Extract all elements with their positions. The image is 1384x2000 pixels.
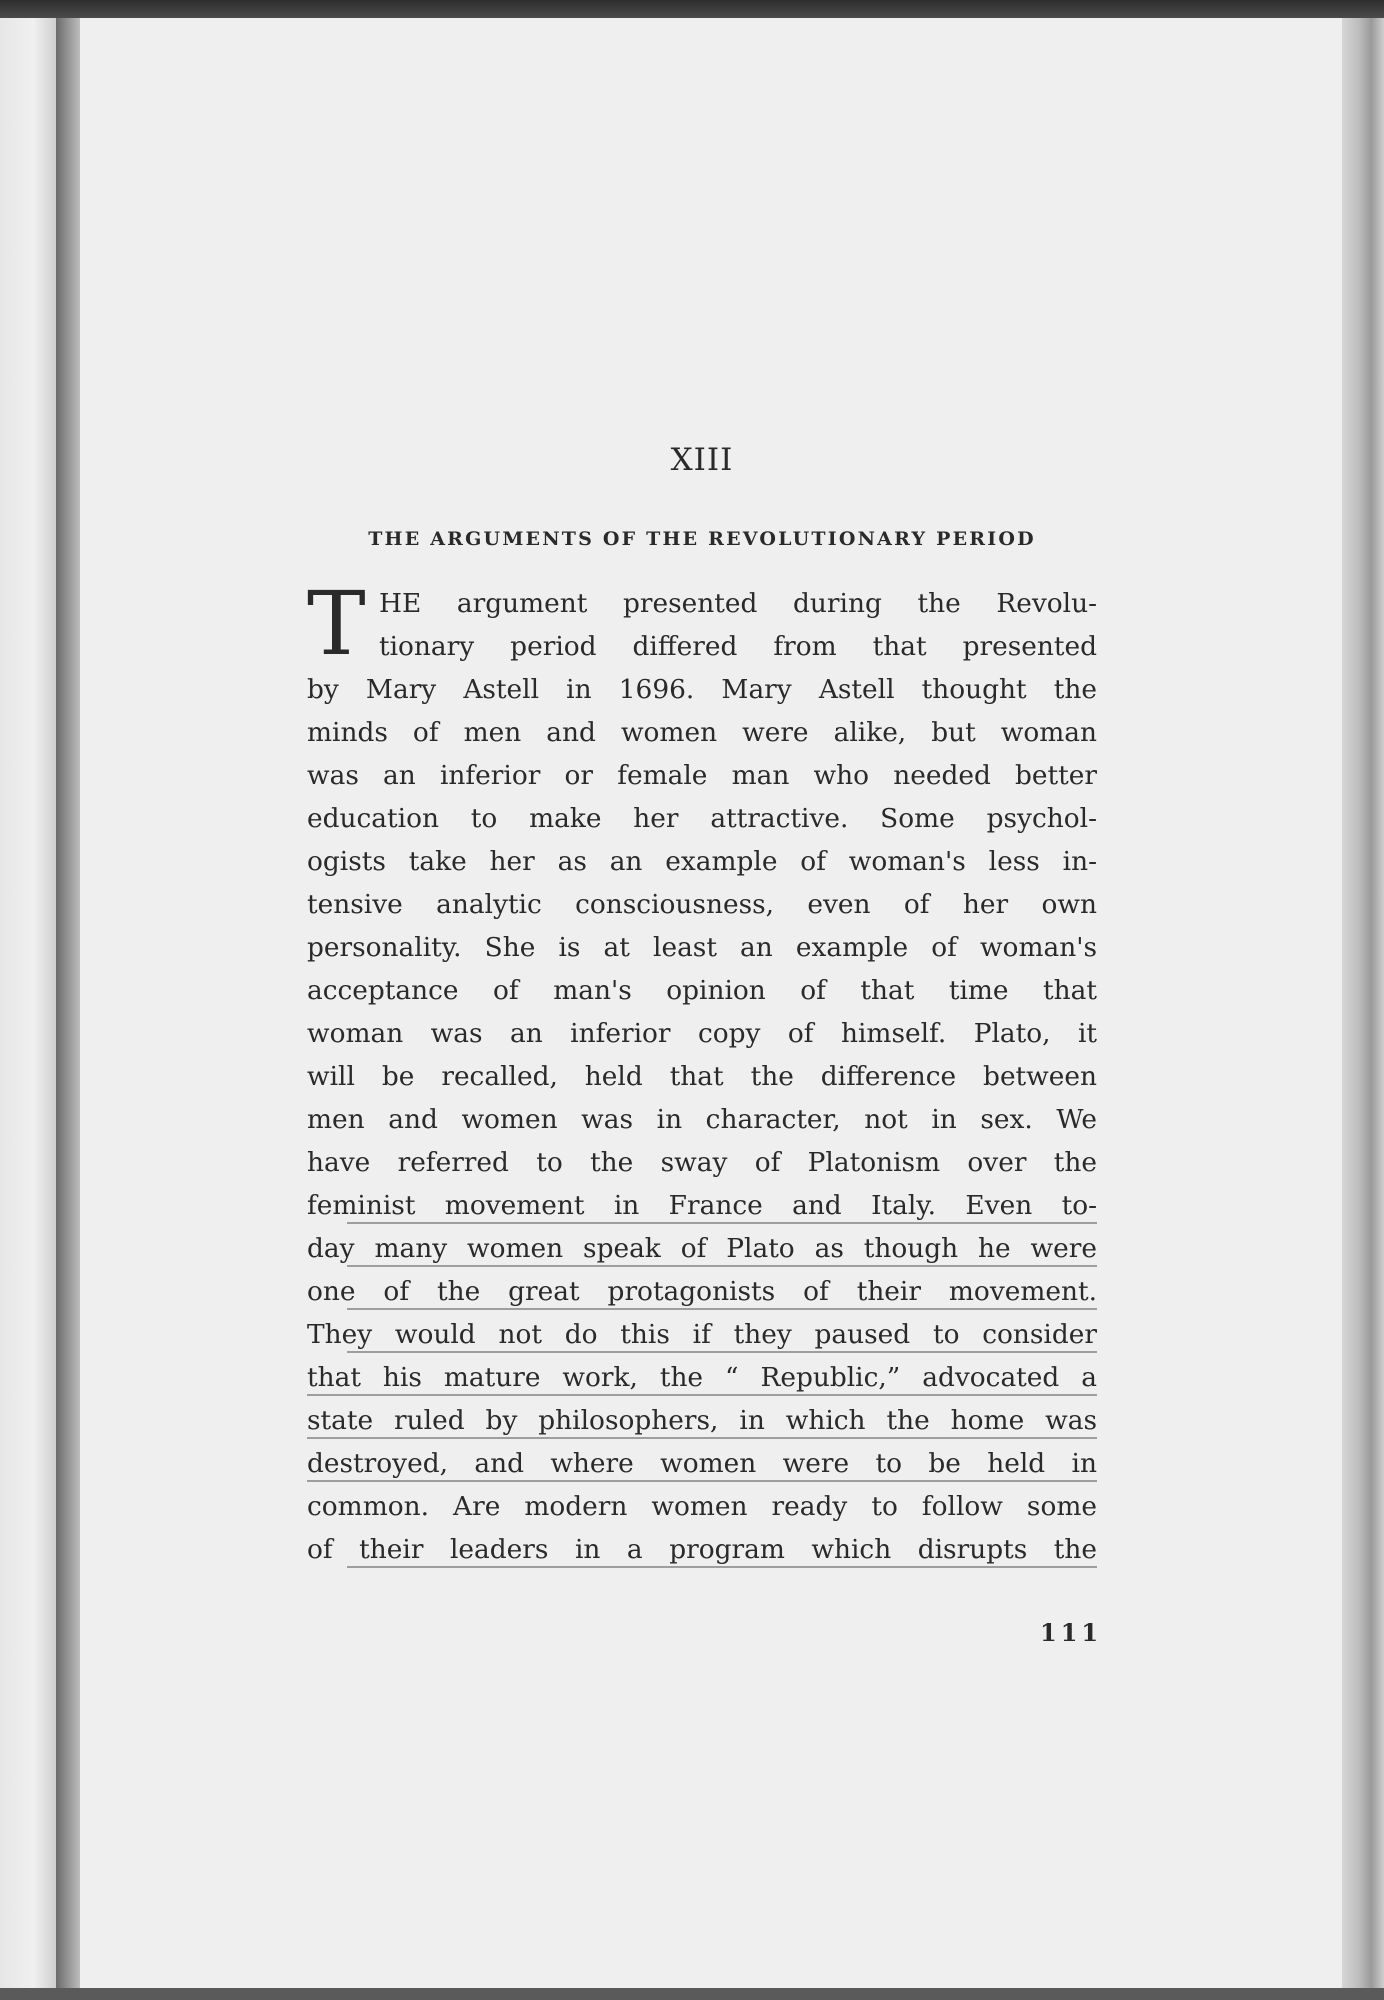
text-line: state ruled by philosophers, in which the home was bbox=[307, 1399, 1097, 1442]
text-line: was an inferior or female man who needed better bbox=[307, 760, 1097, 791]
text-line: They would not do this if they paused to consider bbox=[307, 1313, 1097, 1356]
scan-bottom-edge bbox=[0, 1988, 1384, 2000]
chapter-number: XIII bbox=[670, 442, 734, 478]
text-line: by Mary Astell in 1696. Mary Astell thought the bbox=[307, 674, 1097, 705]
drop-cap: T bbox=[307, 572, 366, 675]
facing-page-edge bbox=[0, 18, 56, 1988]
scan-top-edge bbox=[0, 0, 1384, 18]
text-line: tensive analytic consciousness, even of her own bbox=[307, 889, 1097, 920]
text-line: common. Are modern women ready to follow some bbox=[307, 1491, 1097, 1522]
text-line: tionary period differed from that presented bbox=[379, 631, 1097, 662]
book-binding bbox=[56, 18, 80, 1988]
text-line: will be recalled, held that the difference between bbox=[307, 1061, 1097, 1092]
text-line: acceptance of man's opinion of that time that bbox=[307, 975, 1097, 1006]
text-line: one of the great protagonists of their movement. bbox=[307, 1270, 1097, 1313]
text-line: of their leaders in a program which disrupts the bbox=[307, 1528, 1097, 1571]
text-line: men and women was in character, not in sex. We bbox=[307, 1104, 1097, 1135]
text-line: woman was an inferior copy of himself. Plato, it bbox=[307, 1018, 1097, 1049]
text-line: that his mature work, the “ Republic,” advocated a bbox=[307, 1356, 1097, 1399]
text-line: feminist movement in France and Italy. Even to- bbox=[307, 1184, 1097, 1227]
page-stack-edge bbox=[1342, 18, 1384, 1988]
text-line: day many women speak of Plato as though he were bbox=[307, 1227, 1097, 1270]
chapter-body bbox=[307, 572, 1097, 1571]
text-line: HE argument presented during the Revolu- bbox=[379, 588, 1097, 619]
page-number: 111 bbox=[1040, 1618, 1103, 1647]
text-line: minds of men and women were alike, but woman bbox=[307, 717, 1097, 748]
text-line: ogists take her as an example of woman's less in- bbox=[307, 846, 1097, 877]
text-line: have referred to the sway of Platonism over the bbox=[307, 1147, 1097, 1178]
text-line: personality. She is at least an example of woman's bbox=[307, 932, 1097, 963]
page-content bbox=[307, 440, 1097, 1571]
text-line: destroyed, and where women were to be held in bbox=[307, 1442, 1097, 1485]
chapter-title: THE ARGUMENTS OF THE REVOLUTIONARY PERIOD bbox=[368, 528, 1036, 550]
text-line: education to make her attractive. Some psychol- bbox=[307, 803, 1097, 834]
